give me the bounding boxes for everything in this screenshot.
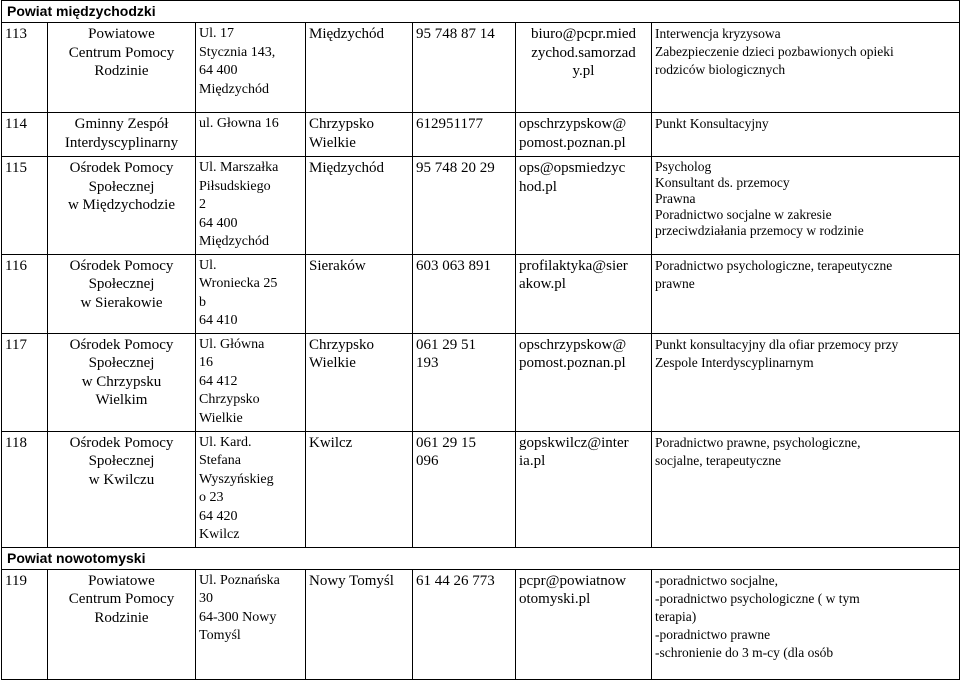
- name-line: Ośrodek Pomocy: [69, 160, 174, 176]
- name-line: Centrum Pomocy: [68, 44, 175, 61]
- email-line[interactable]: ia.pl: [519, 453, 546, 469]
- address-line: 30: [199, 591, 213, 606]
- services-cell: [652, 157, 960, 255]
- address-line: Tomyśl: [199, 628, 241, 643]
- email-cell: [516, 113, 652, 157]
- institution-name-cell: [48, 333, 196, 431]
- phone-cell: [413, 431, 516, 547]
- address-line: ul. Głowna 16: [199, 116, 279, 131]
- city-cell: [306, 23, 413, 113]
- name-line: Centrum Pomocy: [68, 591, 175, 607]
- city-cell: [306, 333, 413, 431]
- name-line: Społecznej: [88, 355, 155, 371]
- address-line: Ul. Poznańska: [199, 572, 280, 588]
- name-line: Interdyscyplinarny: [64, 134, 179, 151]
- section-row: [2, 1, 960, 23]
- email-cell: [516, 431, 652, 547]
- address-line: Kwilcz: [199, 527, 240, 542]
- address-line: 64-300 Nowy: [199, 609, 277, 625]
- email-line[interactable]: biuro@pcpr.mied: [530, 26, 637, 42]
- table-row: [2, 569, 960, 679]
- services-cell: [652, 333, 960, 431]
- services-line: Zespole Interdyscyplinarnym: [655, 354, 814, 370]
- address-line: Międzychód: [199, 234, 269, 249]
- city-line: Chrzypsko: [309, 336, 374, 353]
- institution-name-cell: [48, 431, 196, 547]
- phone-line: 612951177: [416, 116, 483, 132]
- city-line: Nowy Tomyśl: [309, 572, 394, 589]
- address-line: 64 412: [199, 373, 238, 389]
- phone-line: 61 44 26 773: [416, 572, 495, 589]
- name-line: Ośrodek Pomocy: [69, 434, 174, 451]
- phone-line: 95 748 20 29: [416, 160, 495, 176]
- city-cell: [306, 157, 413, 255]
- services-line: socjalne, terapeutyczne: [655, 452, 781, 468]
- name-line: Powiatowe: [88, 26, 155, 42]
- phone-cell: [413, 23, 516, 113]
- services-cell: [652, 254, 960, 333]
- email-line[interactable]: pomost.poznan.pl: [519, 355, 626, 371]
- table-row: [2, 254, 960, 333]
- address-line: Chrzypsko: [199, 392, 260, 407]
- services-line: -poradnictwo psychologiczne ( w tym: [655, 590, 860, 606]
- address-line: 2: [199, 197, 206, 212]
- services-line: przeciwdziałania przemocy w rodzinie: [655, 223, 864, 238]
- address-cell: [196, 23, 306, 113]
- services-cell: [652, 569, 960, 679]
- services-cell: [652, 113, 960, 157]
- phone-cell: [413, 333, 516, 431]
- address-line: Międzychód: [199, 81, 269, 97]
- name-line: w Kwilczu: [88, 471, 155, 488]
- services-line: Prawna: [655, 191, 696, 206]
- name-line: w Międzychodzie: [67, 197, 176, 213]
- table-row: [2, 431, 960, 547]
- institution-name-cell: [48, 157, 196, 255]
- email-line[interactable]: profilaktyka@sier: [519, 257, 628, 274]
- services-line: Konsultant ds. przemocy: [655, 175, 790, 190]
- table-body: [2, 1, 960, 680]
- email-cell: [516, 333, 652, 431]
- city-line: Międzychód: [309, 160, 384, 176]
- address-line: Piłsudskiego: [199, 178, 271, 194]
- address-line: Stefana: [199, 453, 241, 468]
- name-line: Ośrodek Pomocy: [69, 336, 174, 353]
- email-cell: [516, 254, 652, 333]
- name-line: Gminny Zespół: [74, 116, 169, 132]
- name-line: Rodzinie: [94, 63, 149, 79]
- phone-line: 096: [416, 453, 439, 469]
- phone-cell: [413, 113, 516, 157]
- section-row: [2, 547, 960, 569]
- address-line: 16: [199, 355, 213, 370]
- email-cell: [516, 569, 652, 679]
- row-number-cell: 115: [2, 157, 48, 255]
- phone-line: 061 29 51: [416, 336, 476, 353]
- address-line: 64 420: [199, 508, 238, 524]
- services-line: Punkt Konsultacyjny: [655, 116, 769, 131]
- phone-line: 193: [416, 355, 439, 371]
- institution-name-cell: [48, 113, 196, 157]
- city-line: Międzychód: [309, 26, 384, 42]
- address-line: Ul. Kard.: [199, 434, 252, 450]
- city-cell: [306, 113, 413, 157]
- email-line[interactable]: pcpr@powiatnow: [519, 572, 627, 589]
- address-line: Ul. Główna: [199, 336, 265, 352]
- services-line: Interwencja kryzysowa: [655, 26, 781, 41]
- address-line: Stycznia 143,: [199, 44, 276, 60]
- phone-line: 061 29 15: [416, 434, 476, 451]
- institutions-table: [1, 0, 960, 680]
- row-number-cell: 116: [2, 254, 48, 333]
- city-line: Wielkie: [309, 134, 356, 151]
- city-line: Sieraków: [309, 257, 366, 274]
- city-cell: [306, 254, 413, 333]
- name-line: w Sierakowie: [80, 294, 163, 311]
- name-line: Rodzinie: [94, 609, 149, 626]
- row-number-cell: 118: [2, 431, 48, 547]
- city-cell: [306, 569, 413, 679]
- address-line: 64 410: [199, 313, 238, 328]
- email-line[interactable]: opschrzypskow@: [519, 116, 627, 132]
- services-line: -poradnictwo prawne: [655, 626, 771, 642]
- name-line: Społecznej: [88, 453, 155, 469]
- address-cell: [196, 569, 306, 679]
- section-header: Powiat międzychodzki: [2, 1, 960, 23]
- phone-line: 603 063 891: [416, 257, 491, 274]
- phone-line: 95 748 87 14: [416, 26, 495, 42]
- services-line: -schronienie do 3 m-cy (dla osób: [655, 644, 834, 660]
- address-cell: [196, 431, 306, 547]
- table-row: [2, 113, 960, 157]
- institution-name-cell: [48, 23, 196, 113]
- table-row: [2, 23, 960, 113]
- email-cell: [516, 23, 652, 113]
- address-line: Wroniecka 25: [199, 276, 278, 291]
- city-line: Wielkie: [309, 355, 356, 371]
- city-cell: [306, 431, 413, 547]
- services-line: Punkt konsultacyjny dla ofiar przemocy przy: [655, 336, 899, 352]
- row-number-cell: 119: [2, 569, 48, 679]
- services-line: -poradnictwo socjalne,: [655, 572, 778, 588]
- email-cell: [516, 157, 652, 255]
- address-line: Ul. 17: [199, 26, 234, 41]
- institution-name-cell: [48, 569, 196, 679]
- email-line[interactable]: zychod.samorzad: [531, 44, 636, 61]
- phone-cell: [413, 569, 516, 679]
- address-line: o 23: [199, 490, 224, 505]
- section-header: Powiat nowotomyski: [2, 547, 960, 569]
- services-line: Poradnictwo prawne, psychologiczne,: [655, 434, 861, 450]
- row-number-cell: 114: [2, 113, 48, 157]
- city-line: Chrzypsko: [309, 116, 374, 132]
- email-line[interactable]: gopskwilcz@inter: [519, 434, 629, 451]
- address-cell: [196, 254, 306, 333]
- email-line[interactable]: otomyski.pl: [519, 591, 591, 607]
- address-cell: [196, 113, 306, 157]
- name-line: Powiatowe: [88, 572, 155, 589]
- services-cell: [652, 431, 960, 547]
- email-line[interactable]: hod.pl: [519, 178, 557, 195]
- city-line: Kwilcz: [309, 434, 353, 451]
- services-line: Psycholog: [655, 159, 712, 174]
- email-line[interactable]: opschrzypskow@: [519, 336, 627, 353]
- address-line: Ul.: [199, 257, 217, 273]
- address-line: 64 400: [199, 215, 238, 231]
- services-line: Zabezpieczenie dzieci pozbawionych opieki: [655, 44, 894, 59]
- phone-cell: [413, 254, 516, 333]
- name-line: Wielkim: [95, 392, 148, 408]
- services-line: terapia): [655, 608, 697, 624]
- email-line[interactable]: akow.pl: [519, 276, 566, 292]
- email-line[interactable]: pomost.poznan.pl: [519, 134, 626, 151]
- row-number-cell: 113: [2, 23, 48, 113]
- address-line: 64 400: [199, 63, 238, 78]
- address-line: b: [199, 294, 206, 310]
- row-number-cell: 117: [2, 333, 48, 431]
- address-line: Ul. Marszałka: [199, 160, 279, 175]
- services-cell: [652, 23, 960, 113]
- services-line: Poradnictwo psychologiczne, terapeutyczne: [655, 257, 893, 273]
- email-line[interactable]: y.pl: [572, 63, 595, 79]
- services-line: Poradnictwo socjalne w zakresie: [655, 207, 832, 222]
- name-line: Społecznej: [88, 276, 155, 292]
- services-line: prawne: [655, 275, 695, 291]
- services-line: rodziców biologicznych: [655, 62, 786, 77]
- address-cell: [196, 333, 306, 431]
- phone-cell: [413, 157, 516, 255]
- address-line: Wyszyńskieg: [199, 471, 274, 487]
- table-row: [2, 157, 960, 255]
- address-cell: [196, 157, 306, 255]
- address-line: Wielkie: [199, 410, 243, 426]
- name-line: Ośrodek Pomocy: [69, 257, 174, 274]
- email-line[interactable]: ops@opsmiedzyc: [519, 160, 626, 176]
- name-line: w Chrzypsku: [81, 373, 162, 390]
- institution-name-cell: [48, 254, 196, 333]
- name-line: Społecznej: [88, 178, 155, 195]
- table-row: [2, 333, 960, 431]
